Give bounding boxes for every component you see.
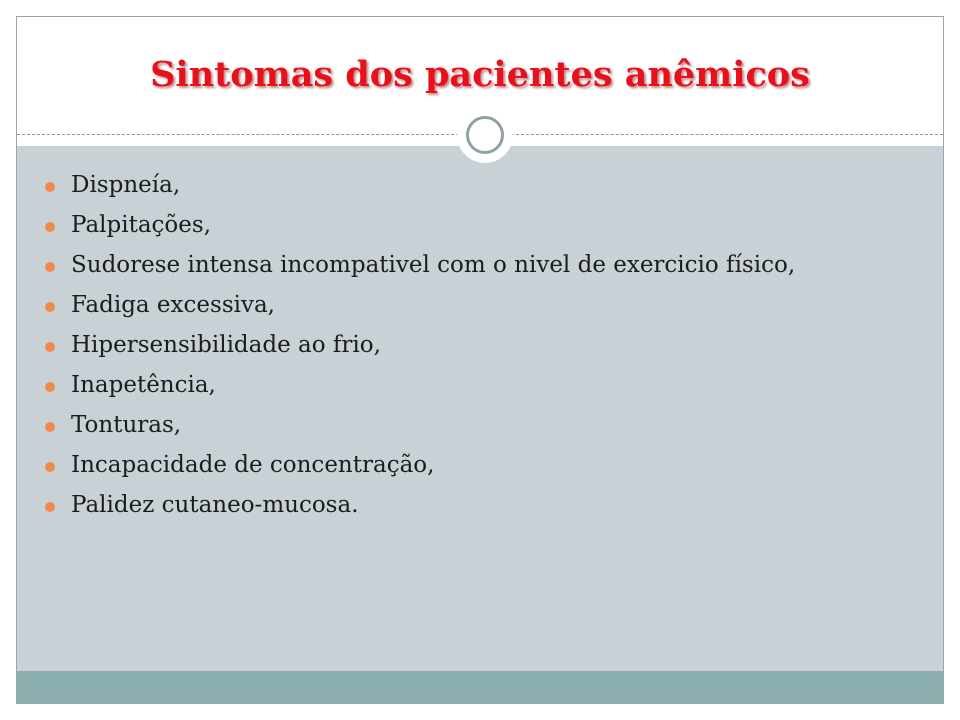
list-item-text: Dispneía, (71, 172, 181, 198)
symptom-list (41, 170, 901, 530)
footer-band (17, 671, 943, 704)
list-item (41, 290, 901, 320)
slide-title: Sintomas dos pacientes anêmicos (150, 54, 810, 95)
bullet-dot-icon (45, 342, 55, 352)
decorative-ring-icon (466, 116, 504, 154)
list-item (41, 370, 901, 400)
list-item (41, 490, 901, 520)
bullet-dot-icon (45, 502, 55, 512)
list-item (41, 410, 901, 440)
bullet-dot-icon (45, 422, 55, 432)
list-item-text: Palidez cutaneo-mucosa. (71, 492, 359, 518)
bullet-dot-icon (45, 182, 55, 192)
bullet-dot-icon (45, 262, 55, 272)
list-item-text: Inapetência, (71, 372, 216, 398)
list-item (41, 330, 901, 360)
list-item (41, 250, 901, 280)
list-item-text: Fadiga excessiva, (71, 292, 275, 318)
bullet-dot-icon (45, 302, 55, 312)
list-item-text: Sudorese intensa incompativel com o nivel de exercicio físico, (71, 252, 796, 278)
list-item-text: Incapacidade de concentração, (71, 452, 435, 478)
bullet-dot-icon (45, 462, 55, 472)
list-item (41, 210, 901, 240)
list-item (41, 170, 901, 200)
list-item-text: Tonturas, (71, 412, 182, 438)
list-item-text: Hipersensibilidade ao frio, (71, 332, 381, 358)
list-item (41, 450, 901, 480)
slide-frame (16, 16, 944, 704)
bullet-dot-icon (45, 382, 55, 392)
list-item-text: Palpitações, (71, 212, 211, 238)
bullet-dot-icon (45, 222, 55, 232)
